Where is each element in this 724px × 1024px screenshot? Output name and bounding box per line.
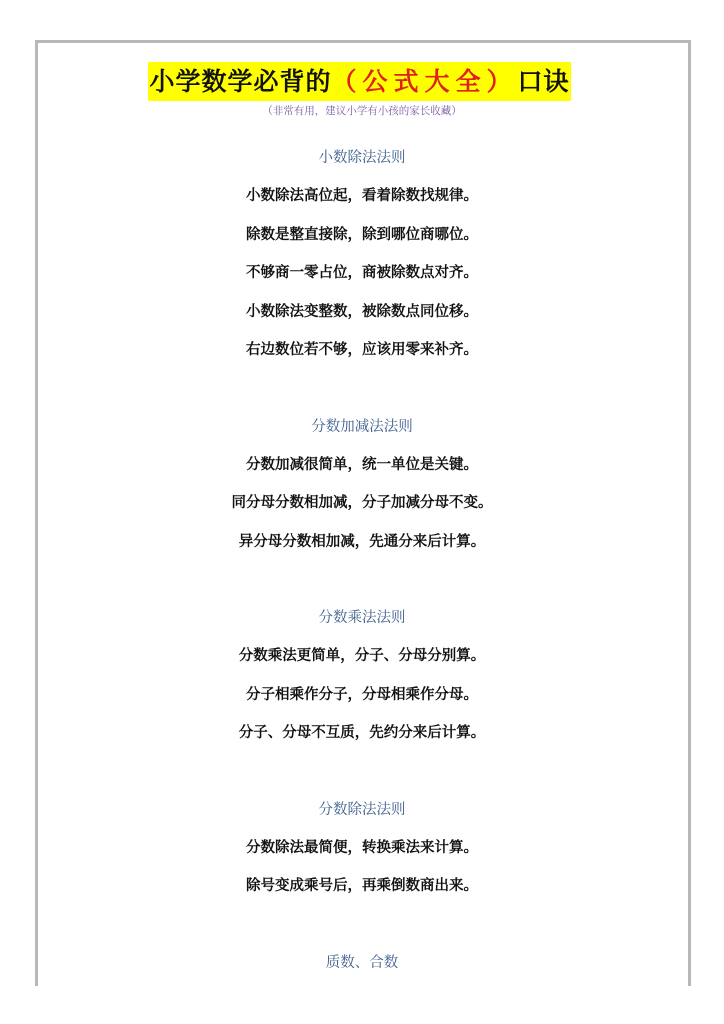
section (0, 599, 724, 753)
rhyme-line: 分数除法最简便，转换乘法来计算。 (246, 838, 478, 856)
page-title (148, 62, 571, 101)
section (0, 791, 724, 906)
title-part2: （公式大全） (331, 67, 518, 96)
section-heading: 分数乘法法则 (318, 610, 406, 626)
section (0, 408, 724, 562)
section-heading: 分数除法法则 (318, 801, 406, 818)
section-heading: 质数、合数 (325, 954, 399, 971)
rhyme-line: 除数是整直接除，除到哪位商哪位。 (246, 225, 478, 243)
rhyme-line: 除号变成乘号后，再乘倒数商出来。 (246, 877, 478, 894)
title-part3: 口诀 (517, 67, 570, 96)
rhyme-line: 小数除法高位起，看着除数找规律。 (246, 187, 478, 204)
title-part1: 小学数学必背的 (149, 67, 332, 96)
section-heading: 分数加减法法则 (311, 418, 413, 435)
rhyme-line: 分子、分母不互质，先约分来后计算。 (238, 724, 486, 741)
rhyme-line: 右边数位若不够，应该用零来补齐。 (246, 341, 478, 358)
section (0, 139, 724, 370)
section-heading: 小数除法法则 (318, 150, 406, 166)
rhyme-line: 异分母分数相加减，先通分来后计算。 (238, 532, 486, 550)
rhyme-line: 分子相乘作分子，分母相乘作分母。 (246, 685, 478, 703)
rhyme-line: 不够商一零占位，商被除数点对齐。 (246, 264, 478, 281)
rhyme-line: 分数乘法更简单，分子、分母分别算。 (238, 647, 486, 664)
subtitle: （非常有用，建议小学有小孩的家长收藏） (262, 105, 462, 117)
section (0, 944, 724, 982)
rhyme-line: 分数加减很简单，统一单位是关键。 (246, 455, 478, 473)
rhyme-line: 同分母分数相加减，分子加减分母不变。 (231, 494, 493, 511)
rhyme-line: 小数除法变整数，被除数点同位移。 (246, 302, 478, 320)
content (0, 139, 724, 1020)
